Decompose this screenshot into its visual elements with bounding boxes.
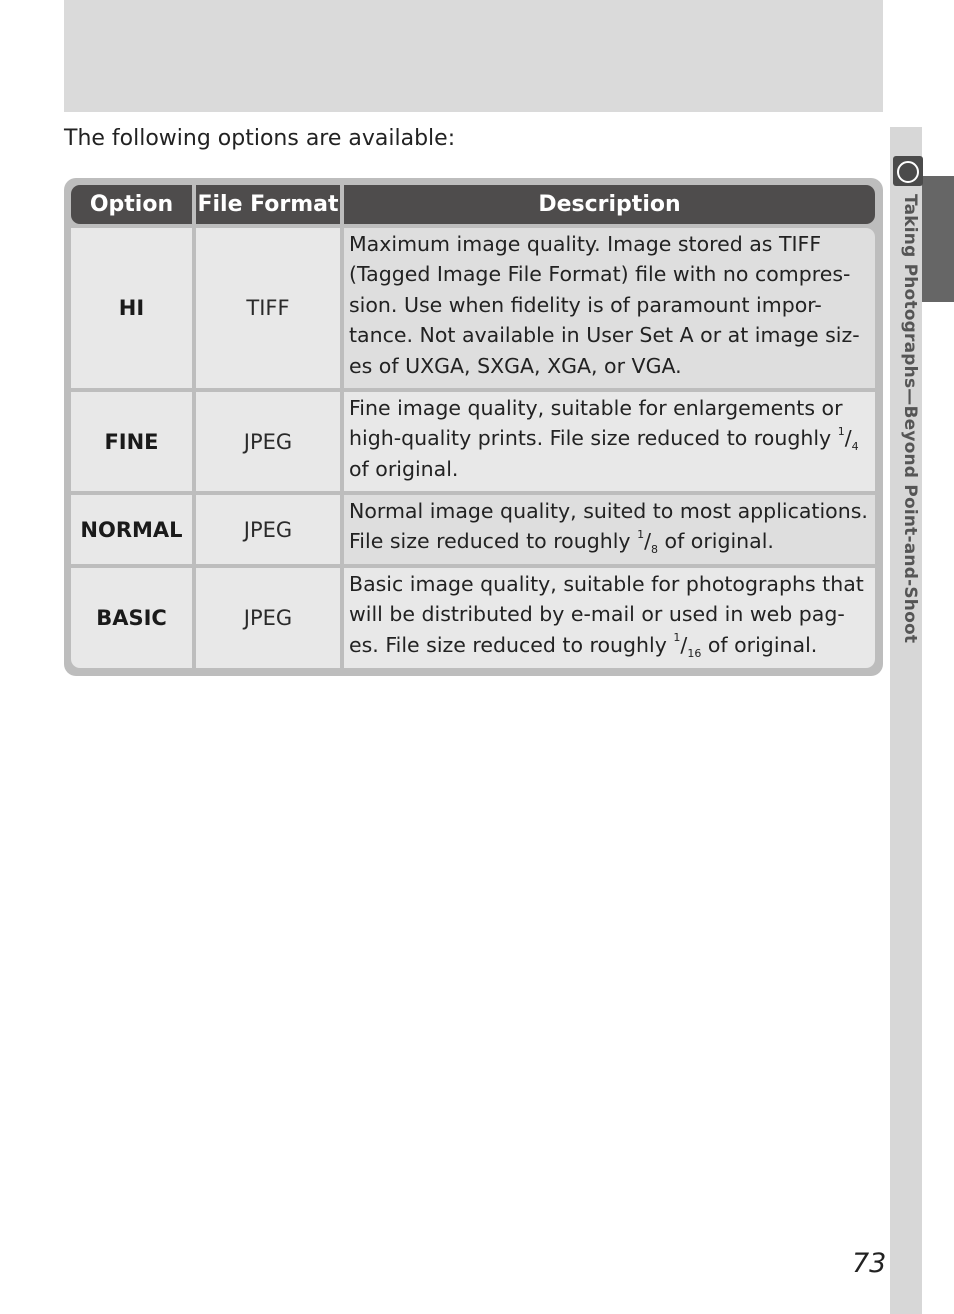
description-line: [349, 630, 864, 660]
option-cell-normal: NORMAL: [71, 495, 192, 564]
description-text: of original.: [664, 529, 774, 554]
description-line: of original.: [349, 456, 459, 481]
format-cell-fine: JPEG: [196, 392, 340, 491]
description-cell-fine: [344, 392, 875, 491]
description-line: Basic image quality, suitable for photographs that: [349, 572, 864, 596]
description-line: [349, 526, 868, 556]
description-line: Fine image quality, suitable for enlargements or: [349, 396, 843, 420]
description-cell-basic: [344, 568, 875, 668]
fraction-denominator: 4: [851, 440, 859, 454]
camera-mode-icon-ring: [897, 161, 919, 183]
header-option: Option: [71, 185, 192, 224]
fraction-numerator: 1: [637, 527, 645, 541]
description-line: (Tagged Image File Format) file with no compres-: [349, 262, 851, 287]
format-cell-hi: TIFF: [196, 228, 340, 388]
fraction: $^1/_4$: [837, 424, 859, 454]
option-cell-basic: BASIC: [71, 568, 192, 668]
description-text: of original.: [707, 632, 818, 657]
intro-text: The following options are available:: [64, 126, 456, 151]
fraction: $^1/_{16}$: [673, 630, 702, 660]
fraction-numerator: 1: [673, 630, 681, 644]
fraction: $^1/_8$: [637, 527, 658, 557]
header-description: Description: [344, 185, 875, 224]
description-text: File size reduced to roughly: [349, 529, 631, 554]
top-gray-block: [64, 0, 883, 112]
description-text: high-quality prints. File size reduced to roughly: [349, 426, 832, 451]
description-cell-hi: [344, 228, 875, 388]
description-line: [349, 423, 859, 453]
options-table: [64, 178, 883, 676]
option-cell-fine: FINE: [71, 392, 192, 491]
description-line: sion. Use when fidelity is of paramount impor-: [349, 292, 822, 317]
fraction-denominator: 8: [651, 543, 658, 557]
description-line: Maximum image quality. Image stored as TIFF: [349, 232, 822, 256]
description-line: Normal image quality, suited to most applications.: [349, 499, 868, 523]
format-cell-basic: JPEG: [196, 568, 340, 668]
page-number: 73: [852, 1248, 887, 1279]
option-cell-hi: HI: [71, 228, 192, 388]
description-text: es. File size reduced to roughly: [349, 632, 667, 657]
section-marker-tab: [922, 176, 954, 302]
camera-mode-icon: [893, 156, 923, 186]
description-line: tance. Not available in User Set A or at image siz-: [349, 323, 860, 348]
header-file-format: File Format: [196, 185, 340, 224]
section-title: Taking Photographs—Beyond Point-and-Shoot: [900, 194, 920, 644]
description-cell-normal: [344, 495, 875, 564]
description-line: es of UXGA, SXGA, XGA, or VGA.: [349, 353, 682, 378]
format-cell-normal: JPEG: [196, 495, 340, 564]
fraction-denominator: 16: [687, 646, 702, 660]
fraction-numerator: 1: [837, 424, 845, 438]
description-line: will be distributed by e-mail or used in web pag-: [349, 602, 845, 627]
